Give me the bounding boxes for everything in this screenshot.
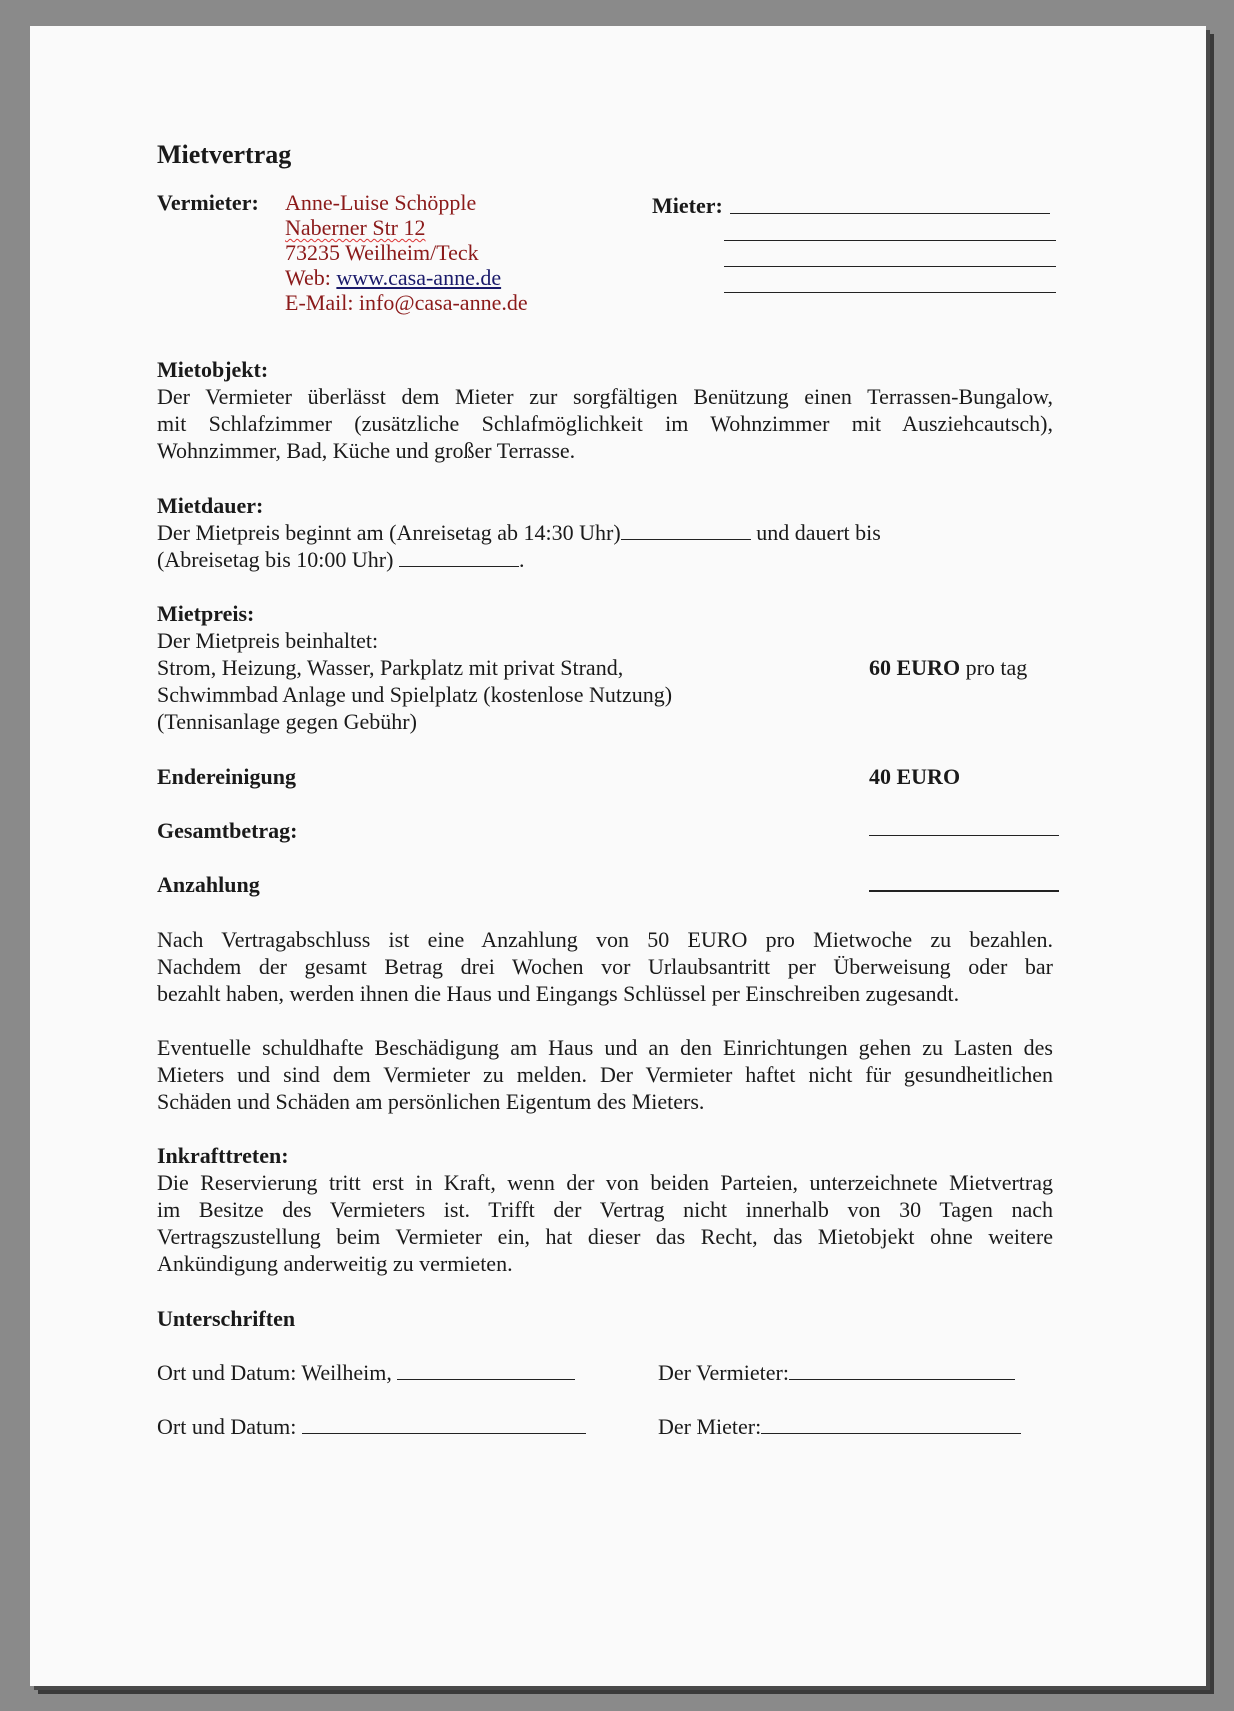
- tenant-address-line-1: [724, 240, 1056, 241]
- arrival-date-blank: [621, 519, 751, 540]
- daily-price: [869, 654, 1027, 681]
- daily-price-unit: pro tag: [960, 655, 1028, 680]
- inkrafttreten-line: Die Reservierung tritt erst in Kraft, wenn der von beiden Parteien, unterzeichnete Mietvertrag: [157, 1170, 1053, 1195]
- mietdauer-heading: Mietdauer:: [157, 493, 264, 518]
- landlord-street: [285, 214, 426, 241]
- cleaning-label: Endereinigung: [157, 764, 296, 789]
- mietpreis-line: Strom, Heizung, Wasser, Parkplatz mit privat Strand,: [157, 655, 624, 680]
- mietdauer-end-text: (Abreisetag bis 10:00 Uhr): [157, 547, 399, 572]
- damage-line: Eventuelle schuldhafte Beschädigung am Haus und an den Einrichtungen gehen zu Lasten des: [157, 1035, 1053, 1060]
- landlord-street-text: Naberner Str 12: [285, 215, 426, 240]
- tenant-label: Mieter:: [652, 193, 723, 218]
- deposit-blank: [869, 890, 1059, 892]
- deposit-line: Nachdem der gesamt Betrag drei Wochen vor Urlaubsantritt per Überweisung oder bar: [157, 954, 1053, 979]
- mietobjekt-line: Der Vermieter überlässt dem Mieter zur sorgfältigen Benützung einen Terrassen-Bungalow,: [157, 384, 1053, 409]
- tenant-signature-blank: [761, 1413, 1021, 1434]
- landlord-email: E-Mail: info@casa-anne.de: [285, 290, 528, 315]
- signature-row-1-right: [658, 1359, 1015, 1386]
- place-date-label: Ort und Datum:: [157, 1414, 302, 1439]
- date-blank-landlord: [397, 1359, 575, 1380]
- document-title: Mietvertrag: [157, 140, 292, 169]
- inkrafttreten-line: Vertragszustellung beim Vermieter ein, hat dieser das Recht, das Mietobjekt ohne weitere: [157, 1224, 1053, 1249]
- landlord-signature-label: Der Vermieter:: [658, 1360, 789, 1385]
- deposit-text: [157, 926, 1053, 1007]
- landlord-web-link[interactable]: www.casa-anne.de: [336, 265, 502, 290]
- mietdauer-start-text: Der Mietpreis beginnt am (Anreisetag ab 14:30 Uhr): [157, 520, 621, 545]
- document-page: [30, 26, 1206, 1686]
- inkrafttreten-line: im Besitze des Vermieters ist. Trifft der Vertrag nicht innerhalb von 30 Tagen nach: [157, 1197, 1053, 1222]
- landlord-label: Vermieter:: [157, 190, 259, 215]
- total-label: Gesamtbetrag:: [157, 818, 298, 843]
- damage-text: [157, 1034, 1053, 1115]
- mietpreis-line: Schwimmbad Anlage und Spielplatz (kostenlose Nutzung): [157, 682, 673, 707]
- mietdauer-period: .: [518, 547, 525, 572]
- mietobjekt-line: mit Schlafzimmer (zusätzliche Schlafmöglichkeit im Wohnzimmer mit Ausziehcautsch),: [157, 411, 1053, 436]
- mietobjekt-line: Wohnzimmer, Bad, Küche und großer Terrasse.: [157, 438, 576, 463]
- deposit-line: bezahlt haben, werden ihnen die Haus und Eingangs Schlüssel per Einschreiben zugesandt.: [157, 981, 960, 1006]
- tenant-signature-label: Der Mieter:: [658, 1414, 762, 1439]
- deposit-label: Anzahlung: [157, 872, 260, 897]
- tenant-address-line-2: [724, 266, 1056, 267]
- landlord-signature-blank: [789, 1359, 1015, 1380]
- mietpreis-line: (Tennisanlage gegen Gebühr): [157, 709, 417, 734]
- landlord-city: 73235 Weilheim/Teck: [285, 240, 479, 265]
- cleaning-value: 40 EURO: [869, 764, 961, 789]
- inkrafttreten-line: Ankündigung anderweitig zu vermieten.: [157, 1251, 513, 1276]
- daily-price-amount: 60 EURO: [869, 655, 961, 680]
- tenant-name-line: [730, 213, 1050, 214]
- mietdauer-line-2: [157, 546, 524, 573]
- signature-row-2-left: [157, 1413, 586, 1440]
- damage-line: Mieters und sind dem Vermieter zu melden. Der Vermieter haftet nicht für gesundheitlichen: [157, 1062, 1053, 1087]
- landlord-name: Anne-Luise Schöpple: [285, 190, 477, 215]
- mietobjekt-text: [157, 383, 1053, 464]
- mietdauer-until-text: und dauert bis: [750, 520, 881, 545]
- total-blank: [869, 835, 1059, 836]
- mietpreis-heading: Mietpreis:: [157, 601, 255, 626]
- departure-date-blank: [399, 546, 519, 567]
- mietdauer-line-1: [157, 519, 881, 546]
- tenant-address-line-3: [724, 292, 1056, 293]
- place-date-weilheim-label: Ort und Datum: Weilheim,: [157, 1360, 398, 1385]
- inkrafttreten-heading: Inkrafttreten:: [157, 1143, 289, 1168]
- damage-line: Schäden und Schäden am persönlichen Eigentum des Mieters.: [157, 1089, 705, 1114]
- landlord-web-label: Web:: [285, 265, 337, 290]
- inkrafttreten-text: [157, 1169, 1053, 1277]
- mietpreis-line: Der Mietpreis beinhaltet:: [157, 628, 379, 653]
- signature-row-1-left: [157, 1359, 575, 1386]
- signatures-heading: Unterschriften: [157, 1306, 296, 1331]
- date-blank-tenant: [302, 1413, 586, 1434]
- deposit-line: Nach Vertragabschluss ist eine Anzahlung von 50 EURO pro Mietwoche zu bezahlen.: [157, 927, 1053, 952]
- landlord-web: [285, 264, 501, 291]
- signature-row-2-right: [658, 1413, 1021, 1440]
- mietobjekt-heading: Mietobjekt:: [157, 357, 269, 382]
